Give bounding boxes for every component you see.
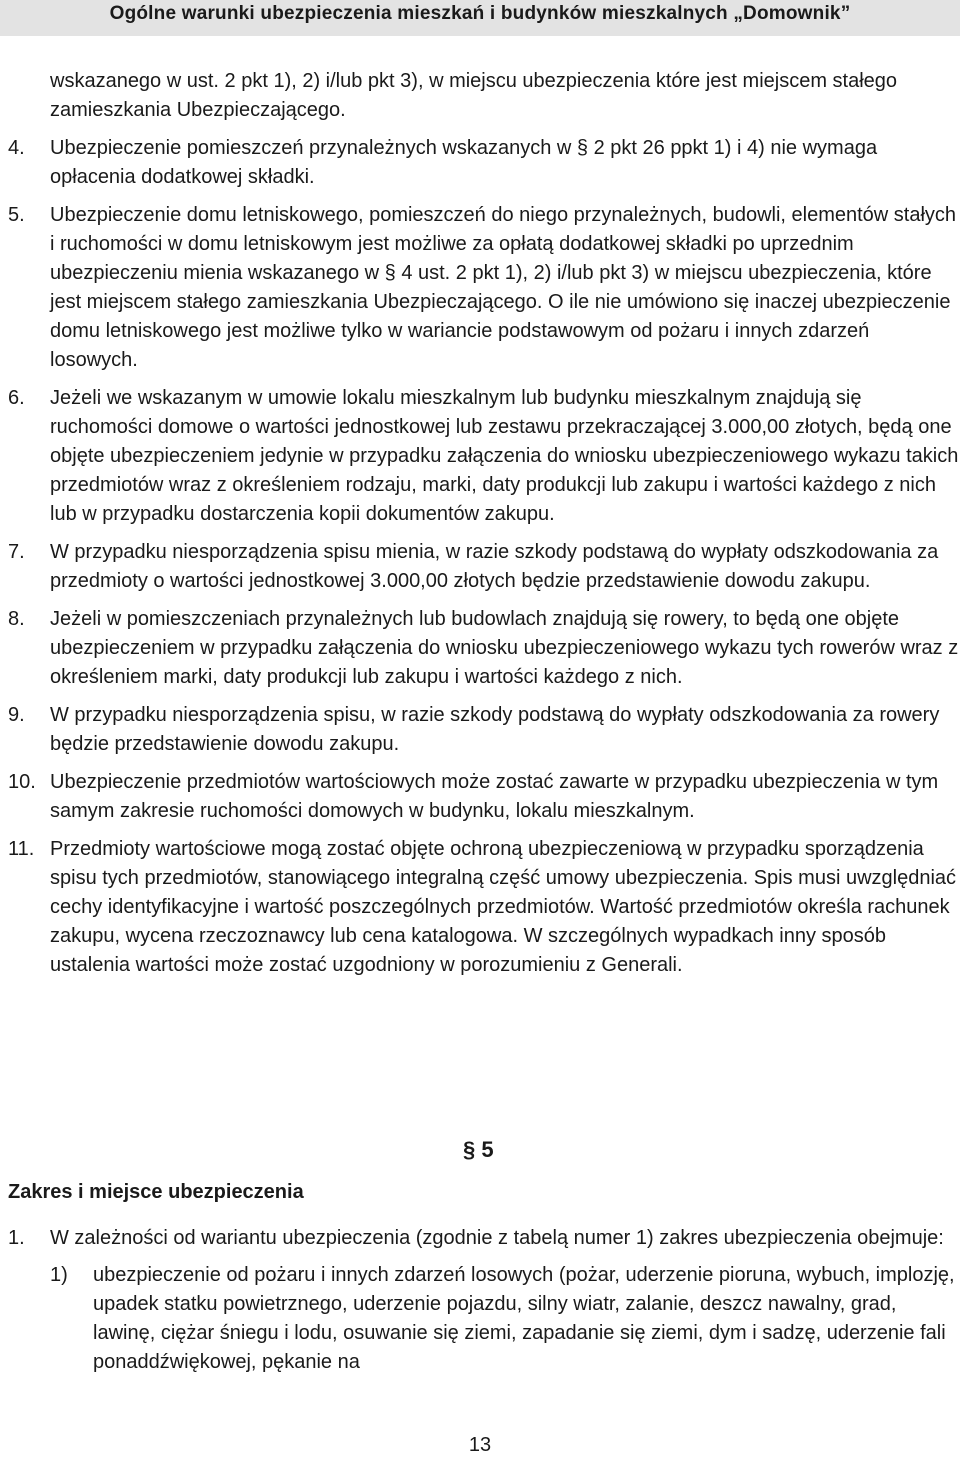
list-item-11 [0, 835, 960, 980]
list-item-8 [0, 605, 960, 692]
item-number: 11. [8, 838, 35, 860]
item-text: W przypadku niesporządzenia spisu mienia, w razie szkody podstawą do wypłaty odszkodowania za przedmioty o wartości jednostkowej 3.000,00 złotych będzie przedstawienie dowodu zakupu. [50, 541, 939, 592]
list-item-7 [0, 538, 960, 596]
item-number: 4. [8, 137, 25, 159]
list-item-5 [0, 201, 960, 375]
item-text: Ubezpieczenie pomieszczeń przynależnych wskazanych w § 2 pkt 26 ppkt 1) i 4) nie wymaga opłacenia dodatkowej składki. [50, 137, 878, 188]
item-text: Ubezpieczenie przedmiotów wartościowych może zostać zawarte w przypadku ubezpieczenia w tym samym zakresie ruchomości domowych w budynku, lokalu mieszkalnym. [50, 771, 939, 822]
item-number: 7. [8, 541, 25, 563]
subitem-number: 1) [50, 1264, 68, 1286]
continuation-paragraph: wskazanego w ust. 2 pkt 1), 2) i/lub pkt 3), w miejscu ubezpieczenia które jest miejscem stałego zamieszkania Ubezpieczającego. [50, 70, 898, 121]
list-item-10 [0, 768, 960, 826]
item-text: W zależności od wariantu ubezpieczenia (zgodnie z tabelą numer 1) zakres ubezpieczenia obejmuje: [50, 1227, 944, 1249]
list-item-6 [0, 384, 960, 529]
item-number: 6. [8, 387, 25, 409]
section-subitem-1 [0, 1261, 960, 1377]
page-number: 13 [468, 1434, 492, 1456]
item-number: 5. [8, 204, 25, 226]
list-item-4 [0, 134, 960, 192]
item-text: W przypadku niesporządzenia spisu, w razie szkody podstawą do wypłaty odszkodowania za rowery będzie przedstawienie dowodu zakupu. [50, 704, 940, 755]
item-number: 1. [8, 1227, 25, 1249]
item-text: Jeżeli w pomieszczeniach przynależnych lub budowlach znajdują się rowery, to będą one objęte ubezpieczeniem w przypadku załączenia do wniosku ubezpieczeniowego wykazu tych rowerów wraz z określeniem marki, daty produkcji lub zakupu i wartości każdego z nich. [50, 608, 959, 688]
section-item-1 [0, 1224, 960, 1253]
item-number: 9. [8, 704, 25, 726]
section-5-list [0, 1224, 960, 1377]
item-text: Jeżeli we wskazanym w umowie lokalu mieszkalnym lub budynku mieszkalnym znajdują się ruchomości domowe o wartości jednostkowej lub zestawu przekraczającej 3.000,00 złotych, będą one objęte ubezpieczeniem jedynie w przypadku załączenia do wniosku ubezpieczeniowego wykazu takich przedmiotów wraz z określeniem rodzaju, marki, daty produkcji lub zakupu i wartości każdego z nich lub w przypadku dostarczenia kopii dokumentów zakupu. [50, 387, 959, 525]
item-text: Przedmioty wartościowe mogą zostać objęte ochroną ubezpieczeniową w przypadku sporządzenia spisu tych przedmiotów, stanowiącego integralną część umowy ubezpieczenia. Spis musi uwzględniać cechy identyfikacyjne i wartość poszczególnych przedmiotów. Wartość przedmiotów określa rachunek zakupu, wycena rzeczoznawcy lub cena katalogowa. W szczególnych wypadkach inny sposób ustalenia wartości może zostać uzgodniony w porozumieniu z Generali. [50, 838, 957, 976]
header-title: Ogólne warunki ubezpieczenia mieszkań i budynków mieszkalnych „Domownik” [109, 3, 851, 24]
subitem-text: ubezpieczenie od pożaru i innych zdarzeń losowych (pożar, uderzenie pioruna, wybuch, implozję, upadek statku powietrznego, uderzenie pojazdu, silny wiatr, zalanie, deszcz nawalny, grad, lawinę, ciężar śniegu i lodu, osuwanie się ziemi, zapadanie się ziemi, dym i sadzę, uderzenie fali ponaddźwiękowej, pękanie na [93, 1264, 955, 1373]
item-number: 8. [8, 608, 25, 630]
paragraph-list [0, 67, 960, 989]
page-header [0, 0, 960, 36]
list-item-9 [0, 701, 960, 759]
item-number: 10. [8, 771, 36, 793]
item-text: Ubezpieczenie domu letniskowego, pomieszczeń do niego przynależnych, budowli, elementów stałych i ruchomości w domu letniskowym jest możliwe za opłatą dodatkowej składki po uprzednim ubezpieczeniu mienia wskazanego w § 4 ust. 2 pkt 1), 2) i/lub pkt 3) w miejscu ubezpieczenia, które jest miejscem stałego zamieszkania Ubezpieczającego. O ile nie umówiono się inaczej ubezpieczenie domu letniskowego jest możliwe tylko w wariancie podstawowym od pożaru i innych zdarzeń losowych. [50, 204, 957, 371]
section-sign: § 5 [463, 1137, 494, 1162]
section-title: Zakres i miejsce ubezpieczenia [8, 1181, 304, 1203]
